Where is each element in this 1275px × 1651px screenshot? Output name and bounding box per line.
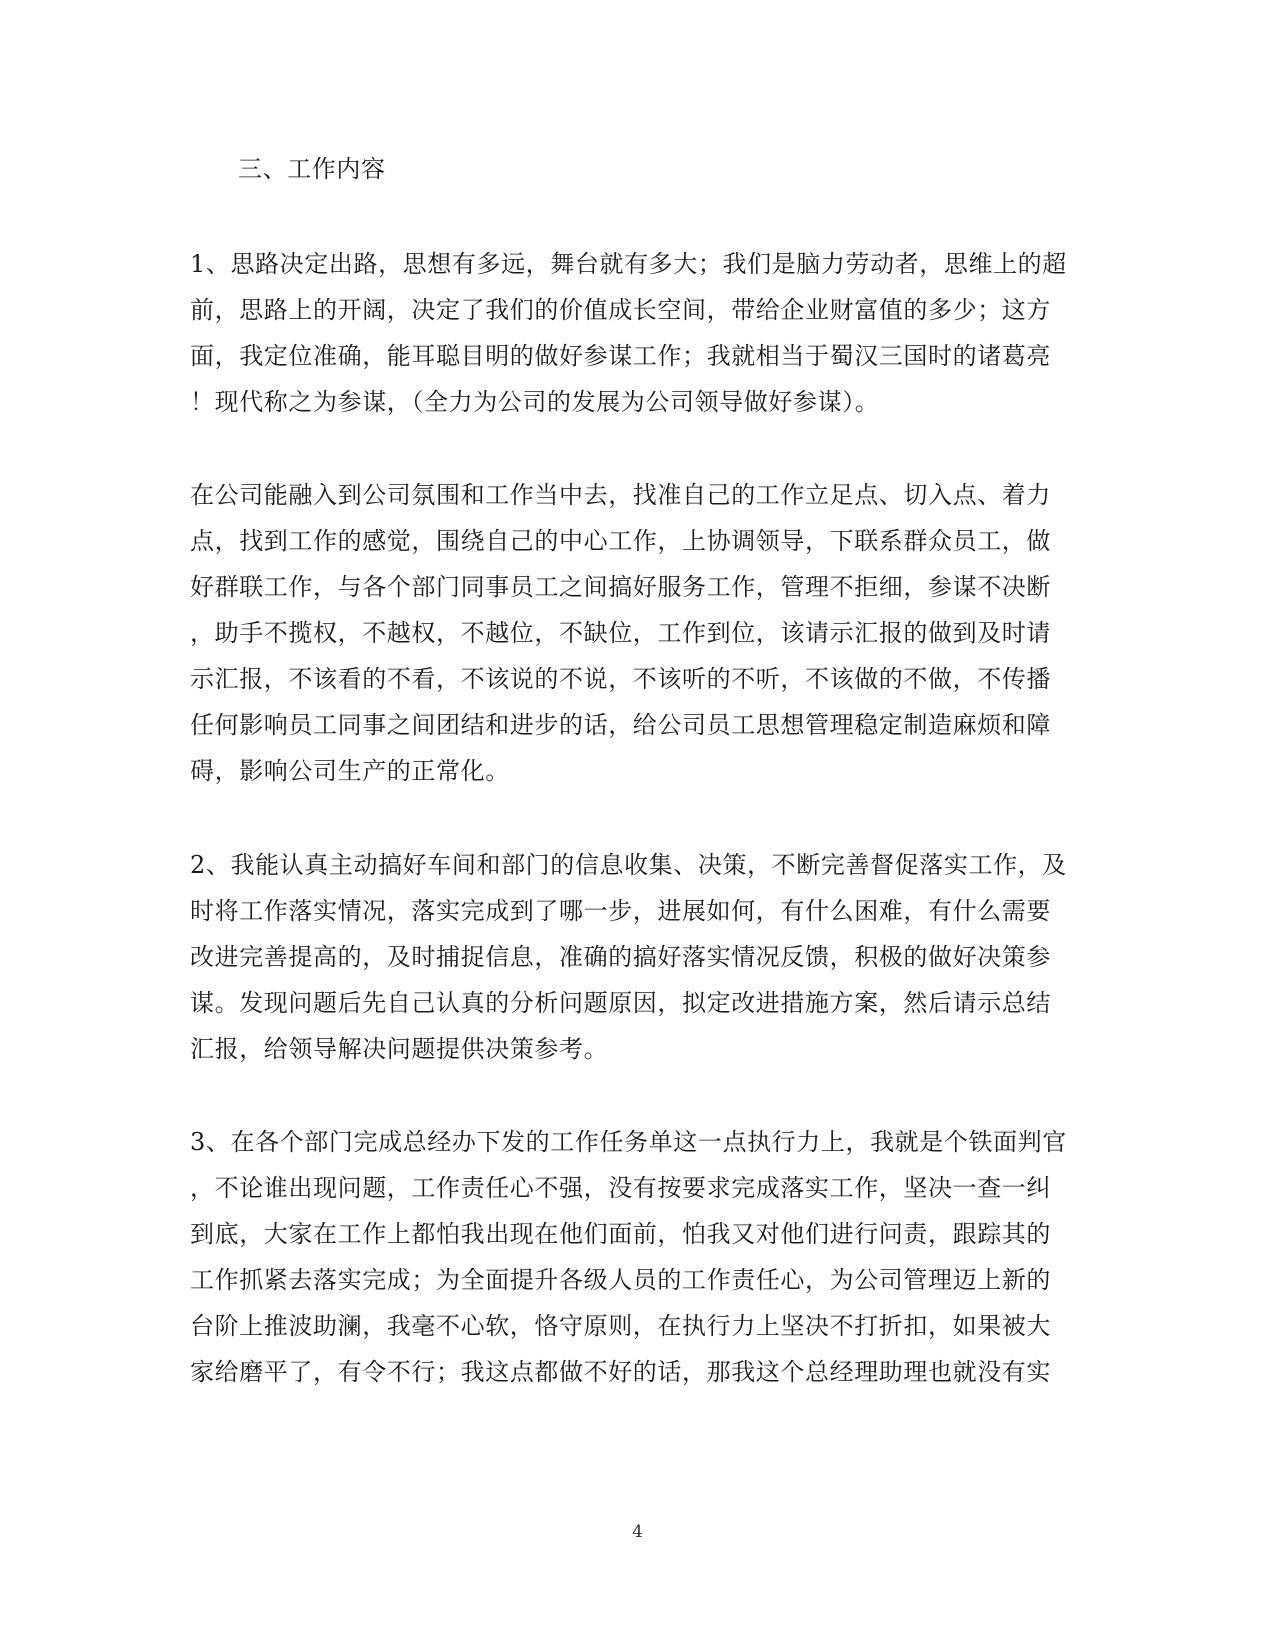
paragraph-2-line-2: 点，找到工作的感觉，围绕自己的中心工作，上协调领导，下联系群众员工，做 bbox=[190, 527, 1051, 555]
paragraph-2-line-7: 碍，影响公司生产的正常化。 bbox=[190, 757, 510, 785]
paragraph-2-line-5: 示汇报，不该看的不看，不该说的不说，不该听的不听，不该做的不做，不传播 bbox=[190, 665, 1051, 693]
paragraph-1-line-1: 1、思路决定出路，思想有多远，舞台就有多大；我们是脑力劳动者，思维上的超 bbox=[190, 250, 1067, 278]
page-number: 4 bbox=[632, 1522, 643, 1542]
paragraph-2-line-6: 任何影响员工同事之间团结和进步的话，给公司员工思想管理稳定制造麻烦和障 bbox=[190, 711, 1051, 739]
paragraph-4-line-1: 3、在各个部门完成总经办下发的工作任务单这一点执行力上，我就是个铁面判官 bbox=[190, 1128, 1067, 1156]
paragraph-4-line-3: 到底，大家在工作上都怕我出现在他们面前，怕我又对他们进行问责，跟踪其的 bbox=[190, 1220, 1051, 1248]
paragraph-2-line-4: ，助手不揽权，不越权，不越位，不缺位，工作到位，该请示汇报的做到及时请 bbox=[190, 619, 1051, 647]
paragraph-3-line-2: 时将工作落实情况，落实完成到了哪一步，进展如何，有什么困难，有什么需要 bbox=[190, 897, 1051, 925]
section-heading: 三、工作内容 bbox=[238, 155, 386, 183]
paragraph-4-line-6: 家给磨平了，有令不行；我这点都做不好的话，那我这个总经理助理也就没有实 bbox=[190, 1358, 1051, 1386]
paragraph-4-line-2: ，不论谁出现问题，工作责任心不强，没有按要求完成落实工作，坚决一查一纠 bbox=[190, 1174, 1051, 1202]
paragraph-1-line-3: 面，我定位准确，能耳聪目明的做好参谋工作；我就相当于蜀汉三国时的诸葛亮 bbox=[190, 342, 1051, 370]
paragraph-3-line-5: 汇报，给领导解决问题提供决策参考。 bbox=[190, 1035, 609, 1063]
paragraph-3-line-1: 2、我能认真主动搞好车间和部门的信息收集、决策，不断完善督促落实工作，及 bbox=[190, 851, 1067, 879]
paragraph-2-line-3: 好群联工作，与各个部门同事员工之间搞好服务工作，管理不拒细，参谋不决断 bbox=[190, 573, 1051, 601]
paragraph-1-line-2: 前，思路上的开阔，决定了我们的价值成长空间，带给企业财富值的多少；这方 bbox=[190, 296, 1051, 324]
paragraph-1-line-4: ！现代称之为参谋，（全力为公司的发展为公司领导做好参谋）。 bbox=[190, 388, 880, 416]
paragraph-3-line-3: 改进完善提高的，及时捕捉信息，准确的搞好落实情况反馈，积极的做好决策参 bbox=[190, 943, 1051, 971]
paragraph-4-line-5: 台阶上推波助澜，我毫不心软，恪守原则，在执行力上坚决不打折扣，如果被大 bbox=[190, 1312, 1051, 1340]
paragraph-3-line-4: 谋。发现问题后先自己认真的分析问题原因，拟定改进措施方案，然后请示总结 bbox=[190, 989, 1051, 1017]
paragraph-4-line-4: 工作抓紧去落实完成；为全面提升各级人员的工作责任心，为公司管理迈上新的 bbox=[190, 1266, 1051, 1294]
paragraph-2-line-1: 在公司能融入到公司氛围和工作当中去，找准自己的工作立足点、切入点、着力 bbox=[190, 481, 1051, 509]
